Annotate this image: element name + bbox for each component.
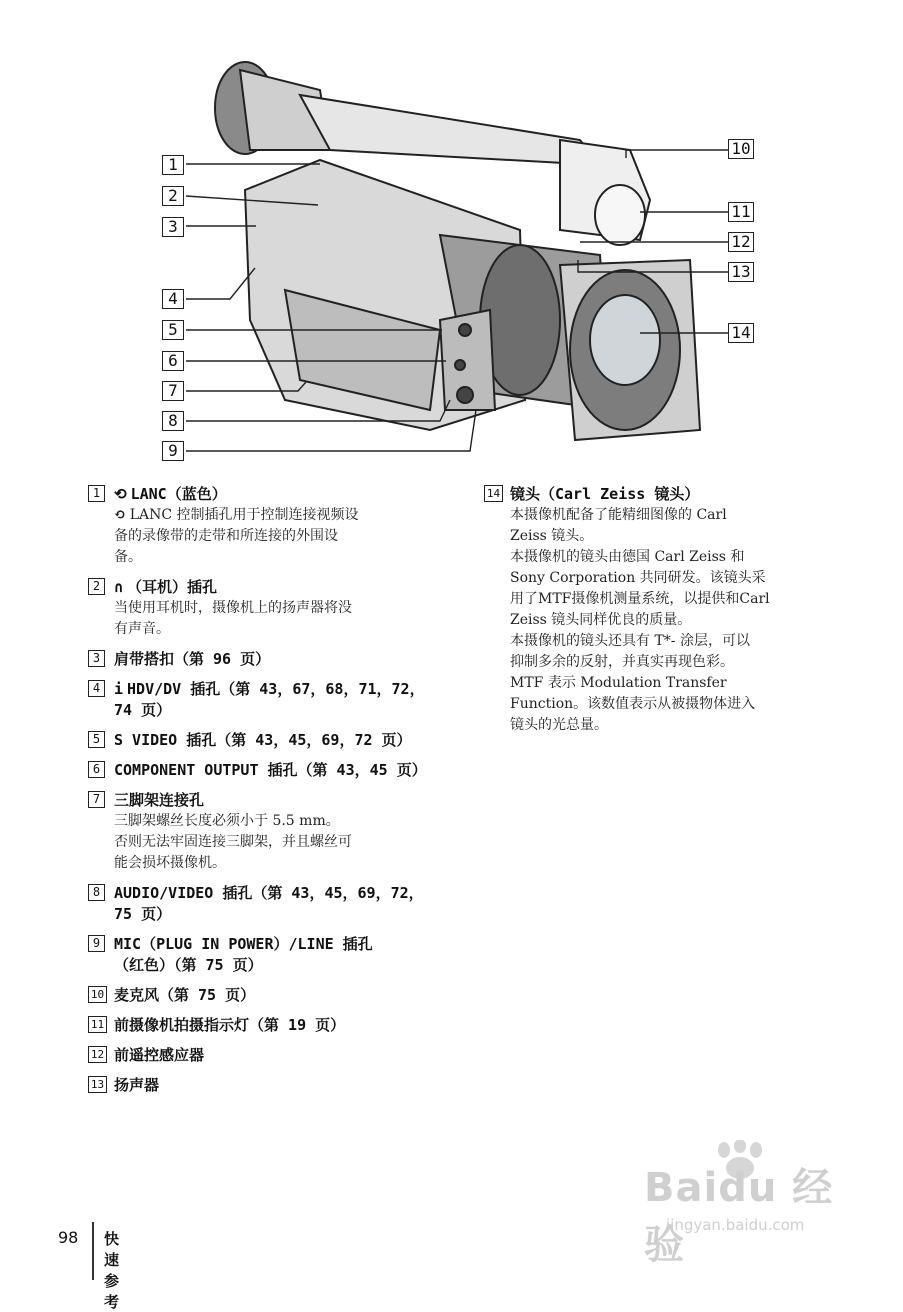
list-item — [88, 883, 448, 925]
camcorder-drawing — [0, 0, 903, 480]
list-item — [88, 484, 448, 568]
callout-13: 13 — [728, 262, 754, 282]
item-title-text: （耳机）插孔 — [127, 578, 218, 596]
item-number: 4 — [88, 680, 105, 697]
list-item — [484, 484, 829, 736]
callout-10: 10 — [728, 139, 754, 159]
baidu-watermark — [636, 1140, 866, 1268]
callout-14: 14 — [728, 323, 754, 343]
item-title: 扬声器 — [114, 1076, 160, 1094]
lanc-icon: ⟲ — [114, 507, 126, 523]
footer-divider — [92, 1222, 94, 1280]
list-item — [88, 1075, 448, 1096]
item-number: 12 — [88, 1046, 107, 1063]
item-title — [114, 679, 448, 721]
parts-list-right — [484, 484, 829, 745]
item-number: 14 — [484, 485, 503, 502]
item-title: MIC（PLUG IN POWER）/LINE 插孔 （红色）（第 75 页） — [114, 935, 373, 974]
ilink-icon: i — [114, 680, 124, 698]
item-description: 本摄像机配备了能精细图像的 Carl Zeiss 镜头。 本摄像机的镜头由德国 Carl Zeiss 和 Sony Corporation 共同研发。该镜头采 用了MTF摄像机测量系统，以提供和Carl Zeiss 镜头同样优良的质量。 本摄像机的镜头还具有 T*- 涂层，可以 抑制多余的反射，并真实再现色彩。 MTF 表示 Modulation Transfer Function。该数值表示从被摄物体进入 镜头的光总量。 — [510, 507, 770, 733]
item-number: 10 — [88, 986, 107, 1003]
item-title-text: LANC（蓝色） — [130, 485, 227, 503]
item-number: 3 — [88, 650, 105, 667]
lanc-icon: ⟲ — [114, 485, 127, 503]
callout-8: 8 — [162, 411, 184, 431]
callout-2: 2 — [162, 186, 184, 206]
item-number: 13 — [88, 1076, 107, 1093]
camera-illustration — [0, 0, 903, 480]
watermark-url: jingyan.baidu.com — [666, 1216, 805, 1234]
callout-5: 5 — [162, 320, 184, 340]
item-number: 8 — [88, 884, 105, 901]
item-title: 麦克风（第 75 页） — [114, 986, 256, 1004]
item-number: 5 — [88, 731, 105, 748]
section-title: 快速参考 — [104, 1230, 120, 1311]
callout-1: 1 — [162, 155, 184, 175]
item-title: 前摄像机拍摄指示灯（第 19 页） — [114, 1016, 346, 1034]
item-title: AUDIO/VIDEO 插孔（第 43，45，69，72， 75 页） — [114, 884, 424, 923]
list-item — [88, 679, 448, 721]
list-item — [88, 760, 448, 781]
parts-list-left — [88, 484, 448, 1105]
callout-12: 12 — [728, 232, 754, 252]
item-title: S VIDEO 插孔（第 43，45，69，72 页） — [114, 731, 412, 749]
item-title: 三脚架连接孔 — [114, 791, 205, 809]
callout-7: 7 — [162, 381, 184, 401]
item-description-text: LANC 控制插孔用于控制连接视频设 备的录像带的走带和所连接的外围设 备。 — [114, 507, 359, 565]
list-item — [88, 1015, 448, 1036]
list-item — [88, 730, 448, 751]
item-description — [114, 505, 448, 568]
item-title: 前遥控感应器 — [114, 1046, 205, 1064]
list-item — [88, 1045, 448, 1066]
list-item — [88, 934, 448, 976]
callout-9: 9 — [162, 441, 184, 461]
item-number: 2 — [88, 578, 105, 595]
item-description: 当使用耳机时，摄像机上的扬声器将没 有声音。 — [114, 600, 352, 637]
item-title: 肩带搭扣（第 96 页） — [114, 650, 271, 668]
headphones-icon: ∩ — [114, 578, 124, 596]
callout-3: 3 — [162, 217, 184, 237]
item-number: 1 — [88, 485, 105, 502]
list-item — [88, 790, 448, 874]
callout-6: 6 — [162, 351, 184, 371]
item-title: COMPONENT OUTPUT 插孔（第 43，45 页） — [114, 761, 427, 779]
item-title: 镜头（Carl Zeiss 镜头） — [510, 485, 700, 503]
item-number: 6 — [88, 761, 105, 778]
list-item — [88, 577, 448, 640]
item-number: 9 — [88, 935, 105, 952]
item-number: 11 — [88, 1016, 107, 1033]
item-title — [114, 484, 448, 505]
page-number: 98 — [58, 1228, 79, 1247]
item-title-text: HDV/DV 插孔（第 43，67，68，71，72， 74 页） — [114, 680, 425, 719]
watermark-logo: Baidu 经验 — [644, 1165, 834, 1268]
item-number: 7 — [88, 791, 105, 808]
item-title — [114, 577, 448, 598]
list-item — [88, 985, 448, 1006]
item-description: 三脚架螺丝长度必须小于 5.5 mm。 否则无法牢固连接三脚架，并且螺丝可 能会损坏摄像机。 — [114, 813, 352, 871]
callout-11: 11 — [728, 202, 754, 222]
callout-4: 4 — [162, 289, 184, 309]
list-item — [88, 649, 448, 670]
